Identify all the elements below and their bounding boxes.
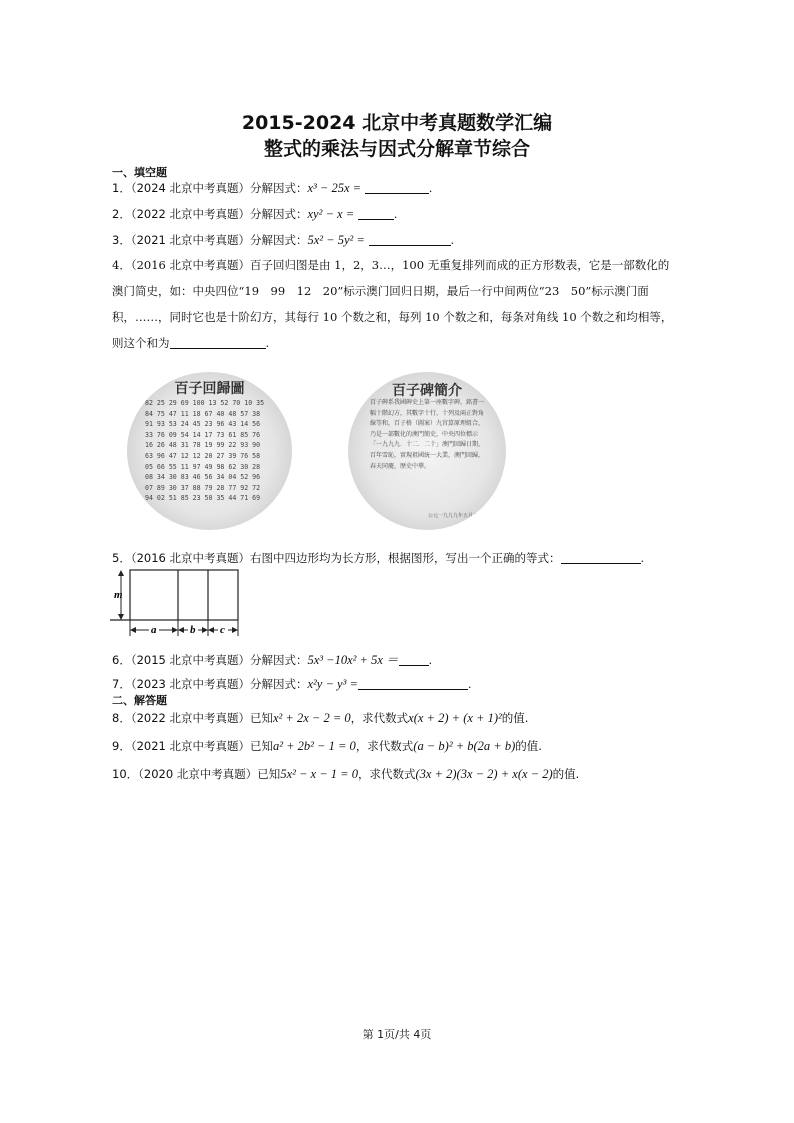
number-grid-row: 91 93 53 24 45 23 96 43 14 56 xyxy=(145,420,261,429)
question-5 xyxy=(112,550,644,566)
question-4-line-2: 澳门简史，如：中央四位“19 99 12 20”标示澳门回归日期，最后一行中间两位“23 50”标示澳门面 xyxy=(112,284,649,298)
number-grid-row: 63 96 47 12 12 20 27 39 76 58 xyxy=(145,451,261,460)
stele-text: 百子碑系我國碑史上第一座數字碑，銘書一幅十階幻方，其數字十行、十列及兩正對角線等和，百子格（圖案）九宮算原理組合，乃是一部數化的澳門簡史，中央四位標示「一九九九．十二．二十」澳門回歸日期，百年雪恥，實現祖國統一大業，澳門回歸，春天同慶，歷史中華。 xyxy=(370,399,485,470)
section-answer: 二、解答题 xyxy=(112,694,167,707)
question-source: （2015 北京中考真题）分解因式： xyxy=(130,653,308,667)
number-grid-row: 16 26 48 31 78 19 99 22 93 90 xyxy=(145,441,261,450)
question-number: 3． xyxy=(112,233,131,247)
question-8 xyxy=(112,710,528,726)
question-6 xyxy=(112,650,432,668)
math-condition: 5x² − x − 1 = 0 xyxy=(280,767,358,781)
question-source: （2020 北京中考真题）已知 xyxy=(138,767,281,781)
question-end: . xyxy=(428,653,433,667)
number-grid-row: 07 89 30 37 88 79 28 77 92 72 xyxy=(145,483,261,492)
question-source: （2023 北京中考真题）分解因式： xyxy=(130,677,308,691)
question-7 xyxy=(112,676,472,692)
arrow-head xyxy=(202,627,208,633)
answer-blank[interactable] xyxy=(399,653,429,666)
number-grid-row: 94 02 51 85 23 50 35 44 71 69 xyxy=(145,494,261,503)
number-grid xyxy=(145,398,264,504)
math-expression: x(x + 2) + (x + 1)² xyxy=(408,711,502,725)
answer-blank[interactable] xyxy=(170,336,266,349)
question-number: 9． xyxy=(112,739,131,753)
math-condition: a² + 2b² − 1 = 0 xyxy=(273,739,356,753)
math-condition: x² + 2x − 2 = 0 xyxy=(273,711,351,725)
answer-blank[interactable] xyxy=(358,677,468,690)
math-expression: 5x³ −10x² + 5x ＝ xyxy=(307,653,399,667)
arrow-head xyxy=(178,627,184,633)
question-3 xyxy=(112,232,454,248)
number-grid-row: 08 34 30 83 46 56 34 04 52 96 xyxy=(145,473,261,482)
question-source: （2016 北京中考真题）右图中四边形均为长方形，根据图形，写出一个正确的等式： xyxy=(130,551,561,565)
math-expression: xy² − x = xyxy=(307,207,355,221)
number-grid-row: 33 76 09 54 14 17 73 61 85 76 xyxy=(145,430,261,439)
question-9 xyxy=(112,738,542,754)
question-end: . xyxy=(640,551,645,565)
question-4-line-1: 4．（2016 北京中考真题）百子回归图是由 1，2，3…，100 无重复排列而成的正方形数表，它是一部数化的 xyxy=(112,258,670,272)
question-number: 6． xyxy=(112,653,131,667)
question-2 xyxy=(112,206,397,222)
question-source: （2021 北京中考真题）分解因式： xyxy=(130,233,308,247)
arrow-head xyxy=(172,627,178,633)
hundred-stele-image xyxy=(348,372,506,530)
question-source: （2024 北京中考真题）分解因式： xyxy=(130,181,308,195)
question-number: 7． xyxy=(112,677,131,691)
arrow-head xyxy=(118,614,124,620)
question-text: ，求代数式 xyxy=(355,739,414,753)
answer-blank[interactable] xyxy=(369,233,451,246)
image-title: 百子回歸圖 xyxy=(174,381,245,397)
math-expression: x²y − y³ = xyxy=(307,677,358,691)
page-footer: 第 1页/共 4页 xyxy=(362,1028,432,1041)
question-4-line-4: 则这个和为 xyxy=(112,336,170,350)
label-m: m xyxy=(114,589,123,601)
question-4-line-3: 积，……，同时它也是十阶幻方，其每行 10 个数之和，每列 10 个数之和，每条对角线 10 个数之和均相等， xyxy=(112,310,673,324)
math-expression: x³ − 25x = xyxy=(307,181,362,195)
label-a: a xyxy=(151,624,157,636)
hundred-numbers-image xyxy=(127,372,292,530)
outer-rectangle xyxy=(130,570,238,620)
label-b: b xyxy=(190,624,196,636)
arrow-head xyxy=(232,627,238,633)
math-expression: (3x + 2)(3x − 2) + x(x − 2) xyxy=(415,767,553,781)
page-title: 2015-2024 北京中考真题数学汇编 xyxy=(241,112,553,134)
number-grid-row: 82 25 29 69 100 13 52 70 10 35 xyxy=(145,399,265,407)
question-text: ，求代数式 xyxy=(357,767,416,781)
rectangles-figure xyxy=(110,566,240,638)
arrow-head xyxy=(118,570,124,576)
question-end: 的值. xyxy=(552,767,580,781)
question-end: . xyxy=(265,336,270,350)
question-source: （2021 北京中考真题）已知 xyxy=(130,739,273,753)
question-number: 8． xyxy=(112,711,131,725)
section-fill-blank: 一、填空题 xyxy=(112,166,167,179)
image-title: 百子碑簡介 xyxy=(392,383,462,399)
number-grid-row: 84 75 47 11 18 67 40 48 57 38 xyxy=(145,409,261,418)
label-c: c xyxy=(220,624,225,636)
arrow-head xyxy=(130,627,136,633)
answer-blank[interactable] xyxy=(358,207,394,220)
question-end: . xyxy=(467,677,472,691)
question-end: . xyxy=(428,181,433,195)
question-end: 的值. xyxy=(515,739,542,753)
question-end: . xyxy=(450,233,455,247)
question-end: 的值. xyxy=(501,711,529,725)
question-source: （2022 北京中考真题）分解因式： xyxy=(130,207,308,221)
math-expression: (a − b)² + b(2a + b) xyxy=(413,739,516,753)
question-end: . xyxy=(393,207,398,221)
answer-blank[interactable] xyxy=(561,551,641,564)
question-source: （2022 北京中考真题）已知 xyxy=(130,711,273,725)
question-4 xyxy=(112,252,686,356)
page-subtitle: 整式的乘法与因式分解章节综合 xyxy=(263,138,530,160)
question-number: 5． xyxy=(112,551,131,565)
number-grid-row: 05 66 55 11 97 49 98 62 30 28 xyxy=(145,462,261,471)
math-expression: 5x² − 5y² = xyxy=(307,233,365,247)
question-number: 1． xyxy=(112,181,131,195)
question-number: 10． xyxy=(112,767,139,781)
question-10 xyxy=(112,766,579,782)
question-number: 2． xyxy=(112,207,131,221)
answer-blank[interactable] xyxy=(365,181,429,194)
question-1 xyxy=(112,180,432,196)
question-text: ，求代数式 xyxy=(350,711,409,725)
stele-date: 公元一九九九年五月五日 xyxy=(428,513,484,519)
arrow-head xyxy=(208,627,214,633)
